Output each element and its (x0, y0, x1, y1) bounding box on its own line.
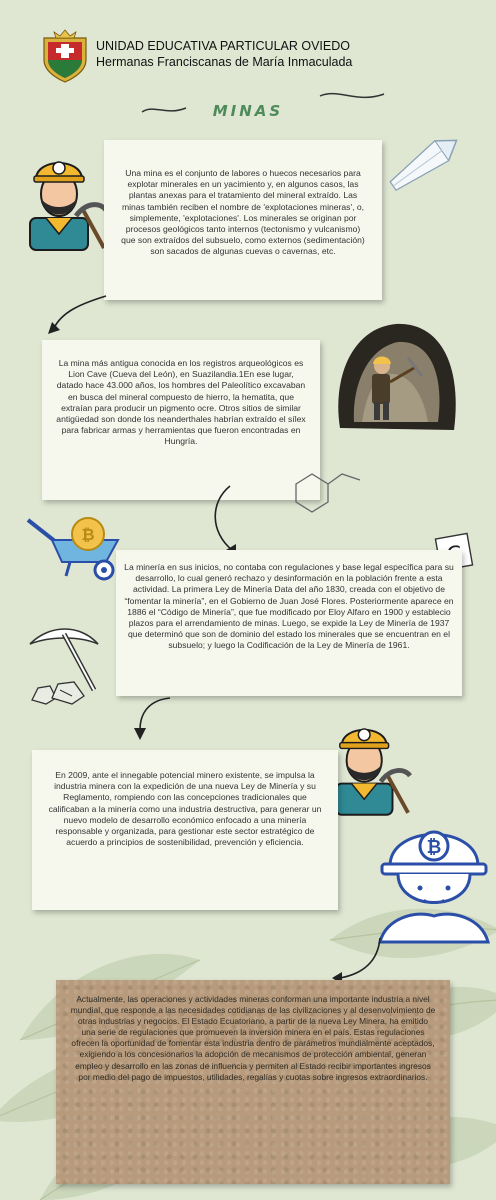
molecule-icon (286, 462, 366, 522)
legislation-text: La minería en sus inicios, no contaba con regulaciones y base legal específica para su desarrollo, lo cual generó rechazo y desinformación en la población frente a esta actividad. La primera Ley de Minería Data del año 1830, creada con el objetivo de “fomentar la minería”, en el Gobierno de Juan José Flores. Posteriormente aparece en 1886 el “Código de Minería”, que fue modificado por Eloy Alfaro en 1900 y establecio plazos para el arrendamiento de minas. Luego, se expide la Ley de Minería de 1937 que determinó que son de dominio del estado los minerales que se encuentran en el subsuelo; y luego la Codificación de la Ley de Minería de 1961. (124, 562, 454, 651)
school-name: UNIDAD EDUCATIVA PARTICULAR OVIEDO (96, 39, 350, 53)
intro-text: Una mina es el conjunto de labores o huecos necesarios para explotar minerales en un yacimiento y, en algunos casos, las plantas anexas para el tratamiento del mineral extraído. Las minas también reciben el nombre de 'explotaciones mineras', o, simplemente, 'explotaciones'. Los minerales se originan por procesos geológicos tanto internos (tectonismo y vulcanismo) que son extraídos del subsuelo, como externos (sedimentación) son sacados de algunas cuevas o cavernas, etc. (121, 168, 365, 257)
modern-law-card (32, 750, 338, 910)
arrow-icon (40, 290, 110, 340)
crystal-icon (376, 128, 476, 198)
section-title: MINAS (212, 102, 284, 120)
history-text: La mina más antigua conocida en los registros arqueológicos es Lion Cave (Cueva del León), en Suazilandia.1En ese lugar, datado hace 43.000 años, los hombres del Paleolítico excavaban en busca del mineral compuesto de hierro, la hematita, que extraían para producir un pigmento ocre. Otros sitios de similar antigüedad son donde los neanderthales habrían extraído el sílex para fabricar armas y herramientas que fueron encontradas en Hungría. (56, 358, 306, 447)
miner-icon (26, 150, 108, 250)
miner-icon (332, 716, 412, 816)
history-card (42, 340, 320, 500)
bitcoin-helmet-miner-icon (376, 806, 492, 942)
school-crest-icon (40, 30, 90, 84)
svg-text:₿: ₿ (426, 837, 442, 858)
rocks-icon (28, 676, 88, 706)
cave-miner-icon (332, 318, 462, 438)
intro-card (104, 140, 382, 300)
wheelbarrow-bitcoin-icon (26, 512, 126, 582)
modern-law-text: En 2009, ante el innegable potencial minero existente, se impulsa la industria minera con la expedición de una nueva Ley de Minería y su Reglamento, rompiendo con las concepciones tradicionales que calificaban a la minería como una industria destructiva, para generar un nuevo modelo de desarrollo económico enfocado a una minería responsable y organizada, para gestionar este sector estratégico de acuerdo a principios de sostenibilidad, prevención y eficiencia. (48, 770, 322, 848)
school-subtitle: Hermanas Franciscanas de María Inmaculada (96, 55, 353, 69)
current-status-card (56, 980, 450, 1184)
svg-text:₿: ₿ (81, 525, 95, 544)
header-title (96, 38, 486, 70)
legislation-card (116, 550, 462, 696)
arrow-icon (120, 694, 180, 744)
current-status-text: Actualmente, las operaciones y actividades mineras conforman una importante industria a nivel mundial, que responde a las necesidades cotidianas de las civilizaciones y al desenvolvimiento de otras industrias y negocios. El Estado Ecuatoriano, a partir de la nueva Ley Minera, ha emitido una serie de regulaciones que promueven la inversión minera en el país. Estas regulaciones ofrecen la oportunidad de fomentar esta industria dentro de parámetros mundialmente aceptados, exigiendo a los concesionarios la adopción de mecanismos de protección ambiental, generan empleo y desarrollo en las zonas de influencia y permiten al Estado recibir importantes ingresos por medio del pago de impuestos, utilidades, regalías y cuotas sobre ingresos extraordinarios. (70, 994, 436, 1082)
